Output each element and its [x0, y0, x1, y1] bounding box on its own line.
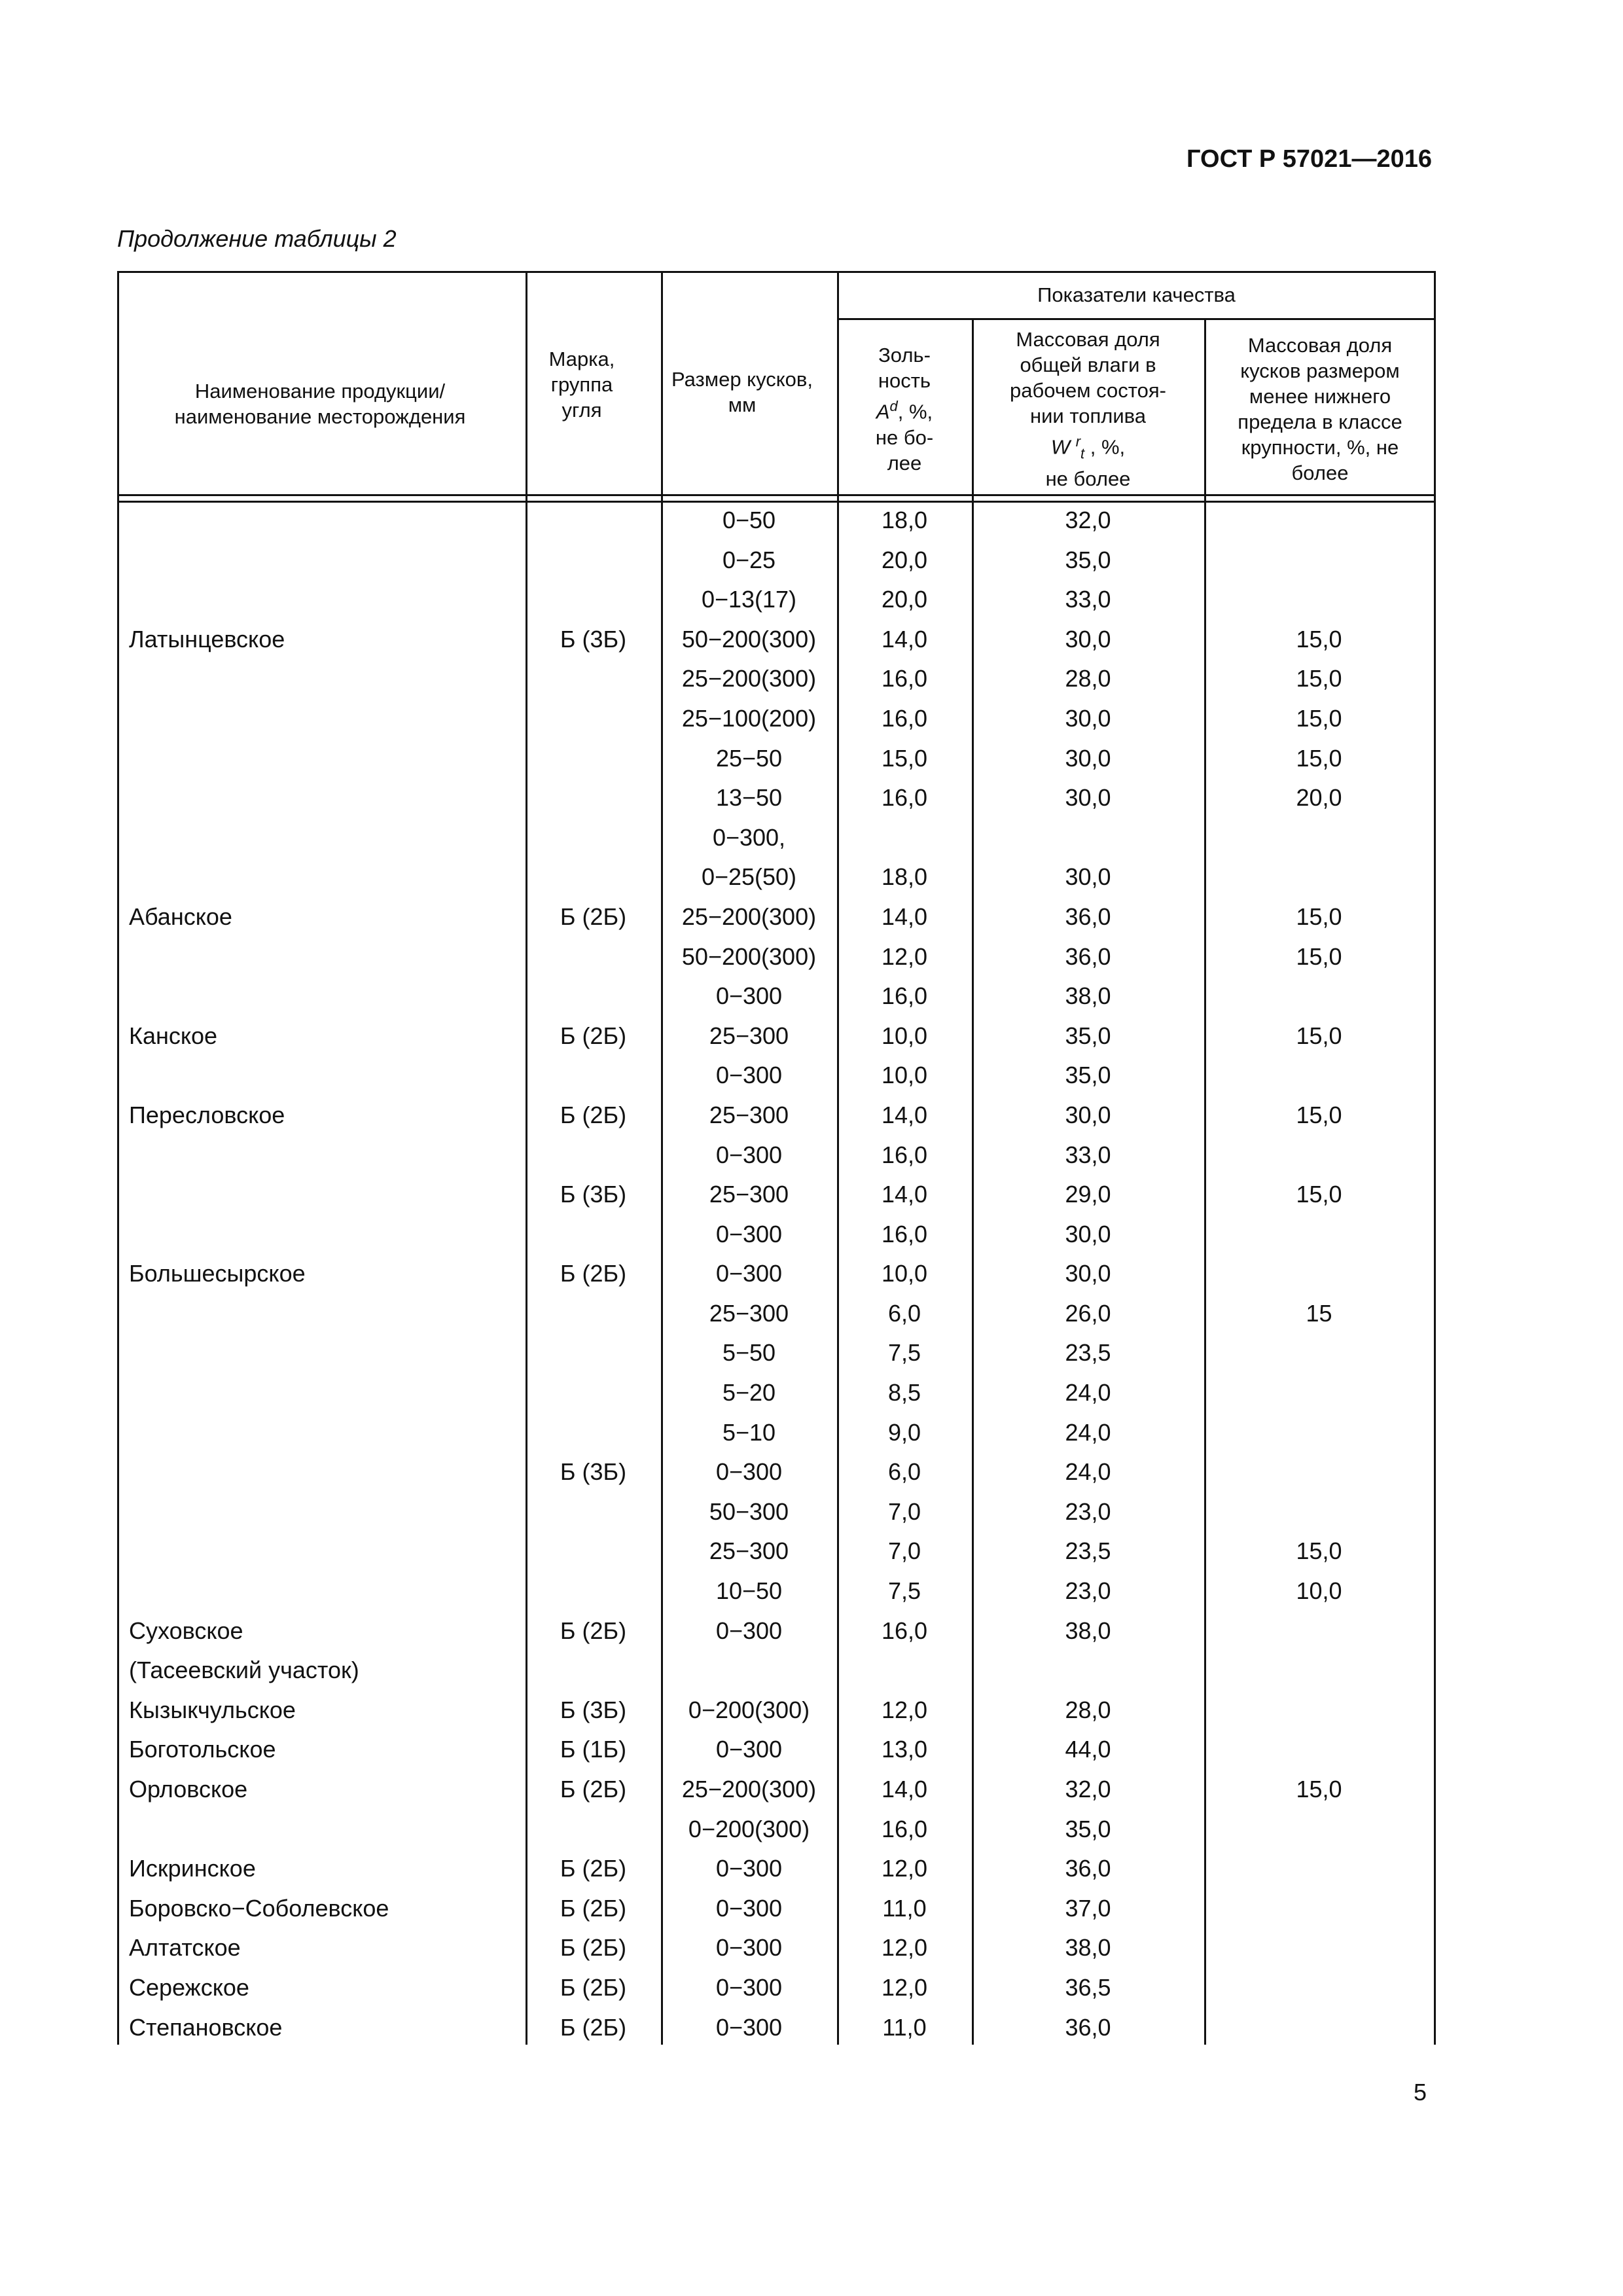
header-size: Размер кусков, мм [671, 368, 813, 416]
cell-fines: 15,0 [1296, 704, 1342, 732]
cell-grade: Б (2Б) [560, 1776, 627, 1803]
cell-ash [837, 818, 972, 858]
cell-grade: Б (2Б) [560, 1101, 627, 1128]
cell-ash: 13,0 [881, 1736, 928, 1763]
cell-size: 0−300 [715, 1736, 783, 1763]
cell-size: 25−50 [715, 744, 783, 772]
cell-moisture: 28,0 [1065, 1696, 1111, 1723]
cell-ash: 15,0 [881, 744, 928, 772]
cell-size: 25−200(300) [681, 903, 817, 930]
cell-grade [526, 739, 661, 779]
table-row [117, 1849, 1436, 1889]
cell-ash: 7,5 [887, 1339, 921, 1367]
cell-size: 0−300, [712, 823, 786, 851]
cell-grade: Б (3Б) [560, 1458, 627, 1486]
cell-name [129, 977, 522, 1016]
cell-ash: 18,0 [881, 507, 928, 533]
table-row [117, 1096, 1436, 1136]
cell-grade: Б (3Б) [560, 1181, 627, 1208]
cell-grade [526, 541, 661, 581]
cell-fines [1204, 1413, 1434, 1453]
cell-grade [526, 1373, 661, 1413]
cell-fines [1204, 2008, 1434, 2048]
cell-size: 0−300 [715, 1141, 783, 1168]
cell-size: 0−300 [715, 1973, 783, 2001]
cell-ash: 16,0 [881, 1815, 928, 1842]
cell-ash: 16,0 [881, 982, 928, 1010]
cell-ash: 12,0 [881, 1934, 928, 1962]
cell-name [129, 818, 522, 858]
cell-size: 25−200(300) [681, 1776, 817, 1803]
table-row [117, 1928, 1436, 1968]
cell-size: 50−300 [709, 1498, 789, 1525]
cell-ash: 6,0 [887, 1299, 921, 1327]
cell-ash: 14,0 [881, 1101, 928, 1128]
cell-name: (Тасеевский участок) [129, 1657, 359, 1684]
cell-moisture: 30,0 [1065, 863, 1111, 891]
cell-fines: 15,0 [1296, 903, 1342, 930]
table-row [117, 857, 1436, 897]
cell-name: Кызыкчульское [129, 1696, 296, 1723]
cell-moisture: 24,0 [1065, 1379, 1111, 1407]
cell-grade [526, 1056, 661, 1096]
table-body [117, 501, 1436, 2047]
cell-moisture: 26,0 [1065, 1299, 1111, 1327]
cell-grade: Б (2Б) [560, 2013, 627, 2041]
cell-ash: 12,0 [881, 942, 928, 970]
cell-name [129, 501, 522, 541]
table-row [117, 620, 1436, 660]
cell-size: 50−200(300) [681, 625, 817, 653]
table-row [117, 1056, 1436, 1096]
cell-size: 0−300 [715, 1934, 783, 1962]
cell-moisture: 35,0 [1065, 1062, 1111, 1089]
cell-size: 0−50 [722, 507, 776, 533]
cell-ash: 14,0 [881, 625, 928, 653]
cell-grade [526, 1492, 661, 1532]
cell-ash: 16,0 [881, 1141, 928, 1168]
cell-name: Орловское [129, 1776, 248, 1803]
cell-moisture: 38,0 [1065, 982, 1111, 1010]
cell-size: 0−300 [715, 1260, 783, 1287]
table-row [117, 580, 1436, 620]
cell-moisture: 38,0 [1065, 1617, 1111, 1644]
cell-name [129, 1571, 522, 1611]
cell-moisture: 23,5 [1065, 1537, 1111, 1565]
table-row [117, 897, 1436, 937]
table-row [117, 501, 1436, 541]
cell-name [129, 778, 522, 818]
page-number: 5 [1414, 2079, 1427, 2106]
cell-ash [837, 1651, 972, 1691]
table-row [117, 2008, 1436, 2048]
cell-moisture: 30,0 [1065, 1220, 1111, 1247]
cell-moisture: 23,5 [1065, 1339, 1111, 1367]
table-row [117, 739, 1436, 779]
cell-name [129, 1333, 522, 1373]
cell-moisture: 33,0 [1065, 586, 1111, 613]
cell-grade: Б (2Б) [560, 1855, 627, 1882]
cell-moisture: 36,0 [1065, 2013, 1111, 2041]
cell-ash: 20,0 [881, 586, 928, 613]
cell-fines [1204, 1810, 1434, 1850]
cell-name [129, 659, 522, 699]
cell-size: 25−300 [709, 1299, 789, 1327]
cell-grade [526, 1413, 661, 1453]
cell-grade [526, 1532, 661, 1571]
cell-fines [1204, 580, 1434, 620]
cell-grade [526, 1294, 661, 1334]
cell-fines: 10,0 [1296, 1577, 1342, 1605]
header-grade: Марка, группа угля [548, 347, 615, 422]
cell-name [129, 1532, 522, 1571]
cell-moisture [972, 1651, 1204, 1691]
cell-fines [1204, 1928, 1434, 1968]
cell-grade [526, 1810, 661, 1850]
table-row [117, 1413, 1436, 1453]
cell-moisture: 32,0 [1065, 507, 1111, 533]
cell-size: 0−300 [715, 2013, 783, 2041]
cell-fines: 15,0 [1296, 1022, 1342, 1049]
table-row [117, 1254, 1436, 1294]
cell-name: Канское [129, 1022, 218, 1049]
cell-size: 0−300 [715, 1062, 783, 1089]
cell-fines: 15,0 [1296, 1776, 1342, 1803]
cell-size: 0−300 [715, 1458, 783, 1486]
cell-size: 5−20 [722, 1379, 776, 1407]
cell-name [129, 937, 522, 977]
cell-ash: 16,0 [881, 784, 928, 812]
cell-ash: 7,0 [887, 1537, 921, 1565]
cell-name [129, 1175, 522, 1215]
table-row [117, 699, 1436, 739]
cell-grade [526, 580, 661, 620]
table-row [117, 1452, 1436, 1492]
cell-grade [526, 1571, 661, 1611]
cell-fines [1204, 1730, 1434, 1770]
table-row [117, 1810, 1436, 1850]
header-moisture: Массовая доля общей влаги в рабочем состоя- нии топлива W $^r_t$ , %, не более [1010, 327, 1166, 491]
cell-fines [1204, 977, 1434, 1016]
cell-grade: Б (2Б) [560, 1022, 627, 1049]
cell-moisture: 23,0 [1065, 1577, 1111, 1605]
cell-fines [1204, 1215, 1434, 1255]
cell-grade [526, 857, 661, 897]
cell-size: 0−300 [715, 1855, 783, 1882]
cell-name [129, 541, 522, 581]
table-row [117, 1968, 1436, 2008]
cell-size: 25−300 [709, 1022, 789, 1049]
cell-fines [1204, 1136, 1434, 1175]
cell-fines [1204, 1691, 1434, 1731]
cell-fines [1204, 1373, 1434, 1413]
cell-grade: Б (3Б) [560, 625, 627, 653]
cell-fines [1204, 1492, 1434, 1532]
cell-name [129, 580, 522, 620]
cell-name: Сережское [129, 1973, 249, 2001]
cell-fines: 20,0 [1296, 784, 1342, 812]
cell-name [129, 1056, 522, 1096]
cell-size: 0−200(300) [688, 1696, 810, 1723]
cell-grade [526, 977, 661, 1016]
cell-moisture: 44,0 [1065, 1736, 1111, 1763]
cell-ash: 10,0 [881, 1260, 928, 1287]
cell-moisture: 30,0 [1065, 744, 1111, 772]
cell-moisture: 37,0 [1065, 1894, 1111, 1922]
cell-ash: 12,0 [881, 1855, 928, 1882]
cell-fines [1204, 1254, 1434, 1294]
cell-name [129, 1413, 522, 1453]
cell-fines [1204, 818, 1434, 858]
cell-ash: 9,0 [887, 1418, 921, 1446]
cell-grade: Б (2Б) [560, 1894, 627, 1922]
cell-moisture: 35,0 [1065, 1815, 1111, 1842]
header-fines: Массовая доля кусков размером менее нижнего предела в классе крупности, %, не более [1238, 334, 1402, 484]
cell-grade: Б (1Б) [560, 1736, 627, 1763]
cell-moisture: 33,0 [1065, 1141, 1111, 1168]
cell-fines [1204, 857, 1434, 897]
table-row [117, 1730, 1436, 1770]
cell-moisture: 30,0 [1065, 784, 1111, 812]
cell-ash: 16,0 [881, 665, 928, 692]
table-row [117, 1770, 1436, 1810]
cell-fines [1204, 1056, 1434, 1096]
cell-ash: 10,0 [881, 1022, 928, 1049]
table-row [117, 1373, 1436, 1413]
cell-ash: 10,0 [881, 1062, 928, 1089]
cell-size: 5−50 [722, 1339, 776, 1367]
cell-size: 0−300 [715, 1894, 783, 1922]
cell-moisture: 36,0 [1065, 942, 1111, 970]
cell-name: Латынцевское [129, 625, 285, 653]
cell-moisture: 24,0 [1065, 1418, 1111, 1446]
cell-grade [526, 1136, 661, 1175]
cell-grade [526, 778, 661, 818]
table-row [117, 1691, 1436, 1731]
document-code: ГОСТ Р 57021—2016 [1186, 145, 1432, 173]
cell-name [129, 1452, 522, 1492]
cell-name [129, 739, 522, 779]
cell-size: 25−200(300) [681, 665, 817, 692]
table-row [117, 1532, 1436, 1571]
cell-name: Абанское [129, 903, 232, 930]
cell-moisture [972, 818, 1204, 858]
cell-size: 10−50 [715, 1577, 783, 1605]
cell-ash: 16,0 [881, 1617, 928, 1644]
cell-fines [1204, 1849, 1434, 1889]
cell-moisture: 23,0 [1065, 1498, 1111, 1525]
cell-ash: 14,0 [881, 903, 928, 930]
cell-name [129, 1136, 522, 1175]
cell-grade [526, 818, 661, 858]
cell-name: Боготольское [129, 1736, 276, 1763]
cell-fines: 15 [1306, 1299, 1332, 1327]
cell-grade: Б (2Б) [560, 1260, 627, 1287]
table-row [117, 1611, 1436, 1651]
table-row [117, 1889, 1436, 1929]
table-row [117, 1651, 1436, 1691]
cell-grade [526, 699, 661, 739]
table-row [117, 818, 1436, 858]
cell-size: 0−300 [715, 982, 783, 1010]
cell-fines: 15,0 [1296, 665, 1342, 692]
cell-size [661, 1651, 837, 1691]
table-row [117, 1571, 1436, 1611]
cell-ash: 11,0 [882, 2013, 927, 2041]
cell-size: 0−300 [715, 1220, 783, 1247]
cell-moisture: 28,0 [1065, 665, 1111, 692]
cell-fines: 15,0 [1296, 1537, 1342, 1565]
cell-fines: 15,0 [1296, 625, 1342, 653]
cell-grade [526, 659, 661, 699]
cell-ash: 12,0 [881, 1696, 928, 1723]
cell-moisture: 30,0 [1065, 704, 1111, 732]
cell-fines: 15,0 [1296, 744, 1342, 772]
cell-size: 25−300 [709, 1181, 789, 1208]
table-row [117, 1215, 1436, 1255]
cell-size: 0−25 [722, 546, 776, 573]
cell-ash: 12,0 [881, 1973, 928, 2001]
cell-moisture: 30,0 [1065, 1101, 1111, 1128]
cell-size: 25−300 [709, 1537, 789, 1565]
cell-moisture: 38,0 [1065, 1934, 1111, 1962]
cell-moisture: 35,0 [1065, 546, 1111, 573]
table-row [117, 937, 1436, 977]
cell-name [129, 1492, 522, 1532]
table-row [117, 778, 1436, 818]
quality-table [117, 271, 1436, 2045]
cell-fines: 15,0 [1296, 1181, 1342, 1208]
table-row [117, 977, 1436, 1016]
cell-fines [1204, 501, 1434, 541]
cell-fines [1204, 1651, 1434, 1691]
cell-ash: 8,5 [887, 1379, 921, 1407]
cell-name: Алтатское [129, 1934, 241, 1962]
cell-ash: 14,0 [881, 1181, 928, 1208]
cell-grade: Б (2Б) [560, 1973, 627, 2001]
table-row [117, 1294, 1436, 1334]
cell-grade [526, 1215, 661, 1255]
cell-name [129, 1294, 522, 1334]
cell-name: Большесырское [129, 1260, 306, 1287]
cell-grade: Б (2Б) [560, 1934, 627, 1962]
cell-size: 0−25(50) [701, 863, 797, 891]
cell-moisture: 29,0 [1065, 1181, 1111, 1208]
cell-ash: 16,0 [881, 1220, 928, 1247]
cell-moisture: 36,0 [1065, 903, 1111, 930]
cell-moisture: 32,0 [1065, 1776, 1111, 1803]
cell-size: 13−50 [715, 784, 783, 812]
cell-name: Пересловское [129, 1101, 285, 1128]
cell-fines [1204, 1452, 1434, 1492]
table-row [117, 659, 1436, 699]
cell-ash: 11,0 [882, 1894, 927, 1922]
cell-fines: 15,0 [1296, 942, 1342, 970]
cell-fines [1204, 1968, 1434, 2008]
cell-ash: 7,0 [887, 1498, 921, 1525]
cell-size: 25−100(200) [681, 704, 817, 732]
cell-grade [526, 1651, 661, 1691]
cell-size: 25−300 [709, 1101, 789, 1128]
cell-ash: 20,0 [881, 546, 928, 573]
cell-moisture: 36,5 [1065, 1973, 1111, 2001]
table-row [117, 1016, 1436, 1056]
cell-size: 5−10 [722, 1418, 776, 1446]
cell-size: 0−200(300) [688, 1815, 810, 1842]
cell-moisture: 30,0 [1065, 1260, 1111, 1287]
cell-ash: 6,0 [887, 1458, 921, 1486]
cell-fines: 15,0 [1296, 1101, 1342, 1128]
cell-name [129, 1215, 522, 1255]
cell-fines [1204, 1333, 1434, 1373]
cell-grade [526, 937, 661, 977]
cell-fines [1204, 541, 1434, 581]
table-row [117, 1175, 1436, 1215]
cell-ash: 16,0 [881, 704, 928, 732]
cell-ash: 18,0 [881, 863, 928, 891]
cell-fines [1204, 1889, 1434, 1929]
cell-moisture: 24,0 [1065, 1458, 1111, 1486]
cell-fines [1204, 1611, 1434, 1651]
cell-ash: 14,0 [881, 1776, 928, 1803]
cell-name: Искринское [129, 1855, 256, 1882]
cell-name: Боровско−Соболевское [129, 1894, 389, 1922]
cell-size: 0−13(17) [701, 586, 797, 613]
cell-name [129, 699, 522, 739]
cell-ash: 7,5 [887, 1577, 921, 1605]
cell-name [129, 857, 522, 897]
cell-grade [526, 501, 661, 541]
header-name: Наименование продукции/ наименование месторождения [174, 380, 466, 428]
table-row [117, 1492, 1436, 1532]
cell-grade [526, 1333, 661, 1373]
cell-moisture: 30,0 [1065, 625, 1111, 653]
cell-name [129, 1810, 522, 1850]
table-caption: Продолжение таблицы 2 [117, 225, 397, 252]
header-ash: Золь- ность $A^d$, %, не бо- лее [875, 344, 934, 475]
cell-grade: Б (2Б) [560, 1617, 627, 1644]
cell-grade: Б (2Б) [560, 903, 627, 930]
cell-size: 50−200(300) [681, 942, 817, 970]
cell-grade: Б (3Б) [560, 1696, 627, 1723]
cell-moisture: 35,0 [1065, 1022, 1111, 1049]
cell-moisture: 36,0 [1065, 1855, 1111, 1882]
cell-name: Степановское [129, 2013, 283, 2041]
cell-name [129, 1373, 522, 1413]
cell-name: Суховское [129, 1617, 243, 1644]
table-row [117, 1136, 1436, 1175]
cell-size: 0−300 [715, 1617, 783, 1644]
header-quality: Показатели качества [1037, 283, 1236, 306]
table-row [117, 541, 1436, 581]
table-row [117, 1333, 1436, 1373]
